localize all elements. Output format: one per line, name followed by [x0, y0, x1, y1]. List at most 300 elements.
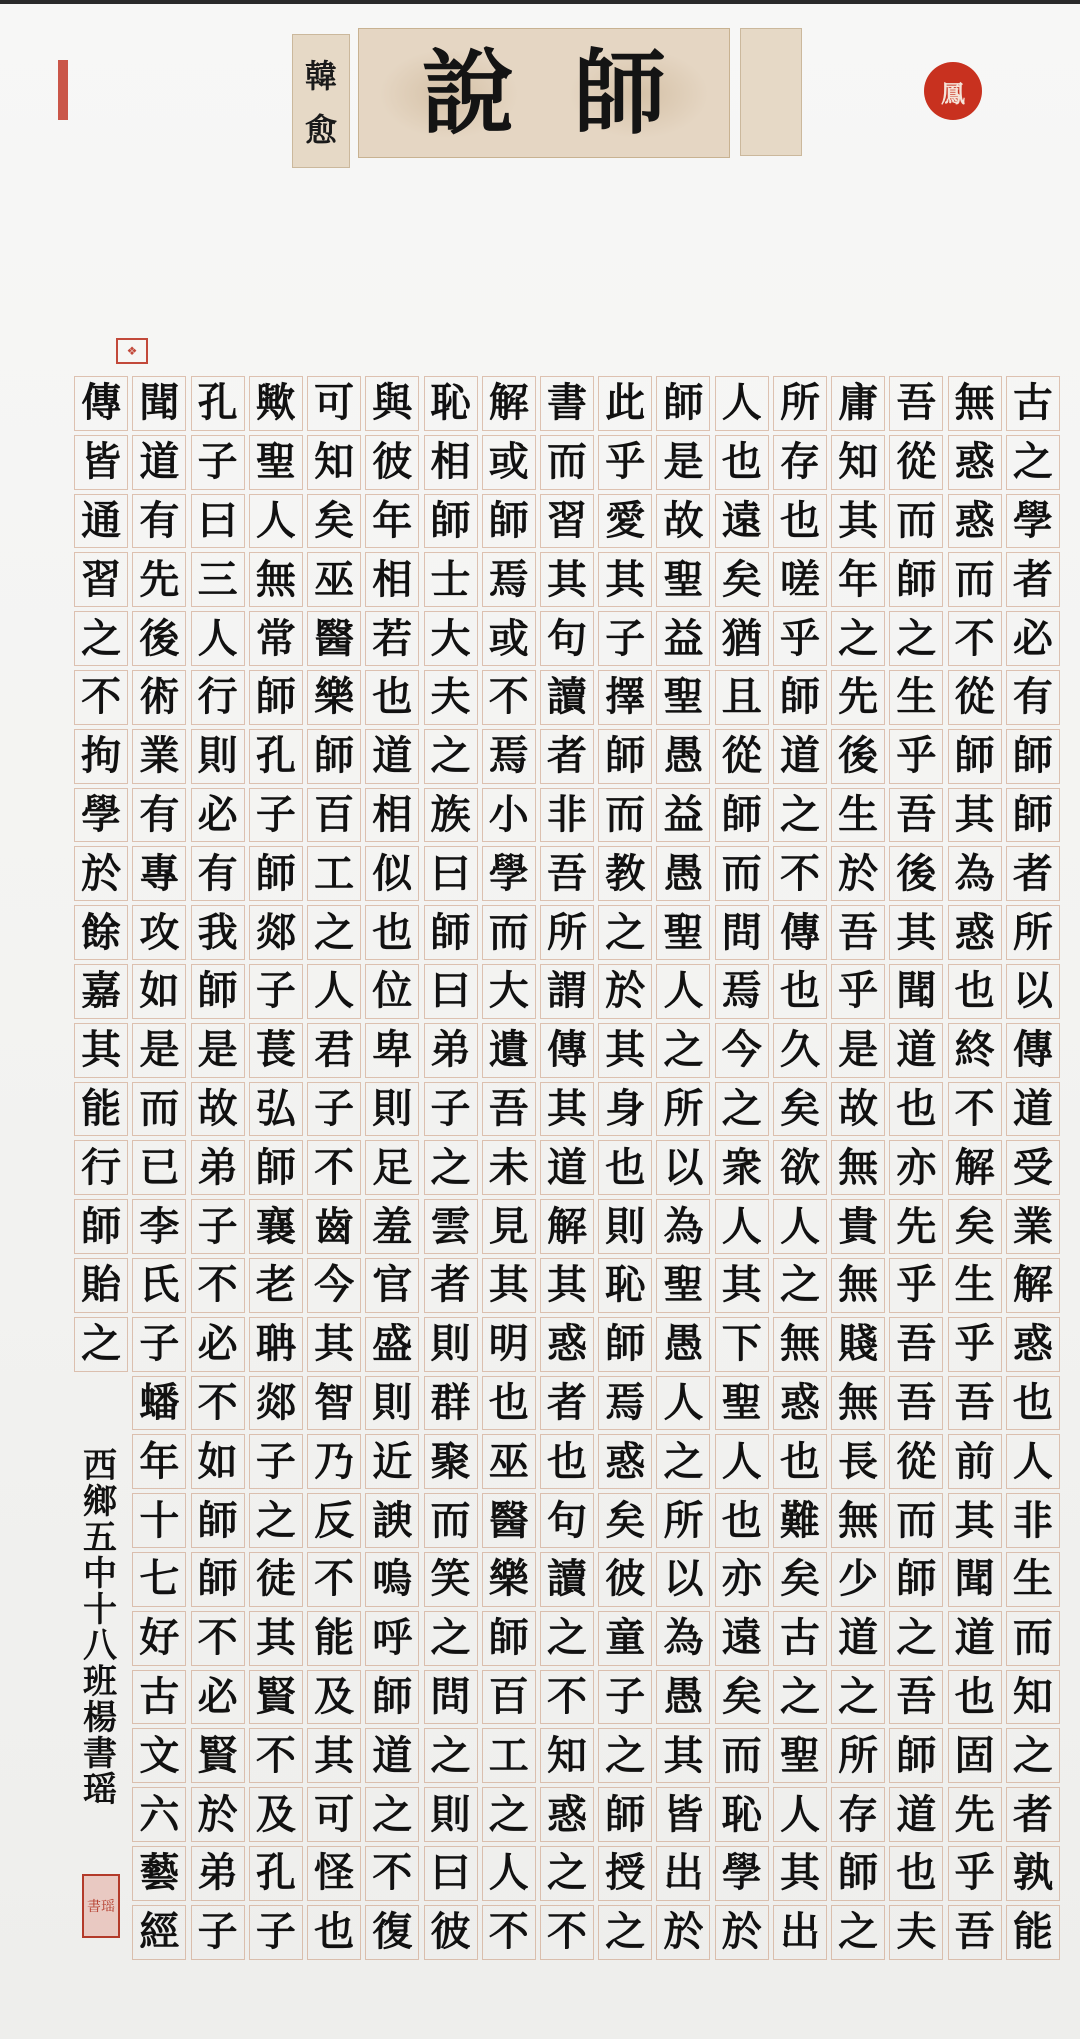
character-cell: 醫	[307, 611, 361, 666]
character-cell: 讀	[540, 1552, 594, 1607]
character-cell	[831, 1964, 885, 2019]
character-cell	[889, 1964, 943, 2019]
character-cell: 也	[715, 1493, 769, 1548]
character-cell: 道	[889, 1787, 943, 1842]
character-cell: 則	[598, 1199, 652, 1254]
character-cell: 焉	[715, 964, 769, 1019]
character-cell: 知	[307, 435, 361, 490]
title-char-1: 說	[421, 39, 514, 147]
character-cell: 也	[598, 1140, 652, 1195]
author-char-1: 韓	[304, 57, 337, 95]
character-cell: 者	[540, 1376, 594, 1431]
character-cell: 終	[948, 1023, 1002, 1078]
character-cell: 也	[307, 1905, 361, 1960]
character-cell: 吾	[948, 1376, 1002, 1431]
character-cell: 人	[715, 1434, 769, 1489]
round-seal-text: 鳳	[941, 78, 965, 108]
character-cell: 於	[74, 846, 128, 901]
character-cell: 學	[74, 788, 128, 843]
character-cell: 道	[831, 1611, 885, 1666]
character-cell: 師	[656, 376, 710, 431]
character-cell: 賤	[831, 1317, 885, 1372]
character-cell: 聃	[249, 1317, 303, 1372]
character-cell	[656, 1964, 710, 2019]
text-column-11	[421, 374, 479, 2024]
character-cell: 六	[132, 1787, 186, 1842]
character-cell: 氏	[132, 1258, 186, 1313]
character-cell: 能	[307, 1611, 361, 1666]
character-cell: 存	[831, 1787, 885, 1842]
text-column-15	[188, 374, 246, 2024]
character-cell: 今	[307, 1258, 361, 1313]
character-cell: 人	[482, 1846, 536, 1901]
character-cell: 不	[307, 1140, 361, 1195]
signature-char: 班	[83, 1662, 117, 1702]
character-cell: 卑	[365, 1023, 419, 1078]
character-cell: 也	[948, 964, 1002, 1019]
character-cell: 吾	[889, 376, 943, 431]
character-cell: 無	[831, 1376, 885, 1431]
character-cell: 從	[948, 670, 1002, 725]
character-cell: 出	[656, 1846, 710, 1901]
character-cell: 術	[132, 670, 186, 725]
character-cell: 益	[656, 611, 710, 666]
character-cell: 學	[482, 846, 536, 901]
character-cell: 故	[191, 1082, 245, 1137]
character-cell: 曰	[424, 1846, 478, 1901]
character-cell: 乎	[889, 1258, 943, 1313]
character-cell: 存	[773, 435, 827, 490]
character-cell: 遠	[715, 1611, 769, 1666]
character-cell: 童	[598, 1611, 652, 1666]
character-cell: 知	[540, 1728, 594, 1783]
character-cell: 諛	[365, 1493, 419, 1548]
signature-char: 鄉	[83, 1482, 117, 1522]
character-cell: 不	[540, 1905, 594, 1960]
character-cell: 則	[424, 1317, 478, 1372]
corner-seal-mark: ❖	[116, 338, 148, 364]
character-cell: 其	[307, 1317, 361, 1372]
calligraphy-grid	[72, 374, 1062, 2024]
character-cell: 其	[773, 1846, 827, 1901]
character-cell: 吾	[889, 1317, 943, 1372]
character-cell: 不	[365, 1846, 419, 1901]
leisure-seal-left	[58, 60, 68, 120]
text-column-2	[946, 374, 1004, 2024]
character-cell: 後	[831, 729, 885, 784]
character-cell: 而	[889, 1493, 943, 1548]
character-cell: 其	[540, 1258, 594, 1313]
character-cell: 所	[1006, 905, 1060, 960]
character-cell: 樂	[482, 1552, 536, 1607]
character-cell: 而	[948, 552, 1002, 607]
character-cell: 之	[424, 1140, 478, 1195]
character-cell	[74, 1964, 128, 2019]
character-cell	[948, 1964, 1002, 2019]
character-cell: 所	[773, 376, 827, 431]
character-cell: 無	[773, 1317, 827, 1372]
character-cell: 工	[307, 846, 361, 901]
signature-char: 楊	[83, 1698, 117, 1738]
character-cell: 受	[1006, 1140, 1060, 1195]
character-cell: 貽	[74, 1258, 128, 1313]
signature-char: 瑶	[83, 1770, 117, 1810]
character-cell: 謂	[540, 964, 594, 1019]
character-cell: 孰	[1006, 1846, 1060, 1901]
character-cell: 焉	[598, 1376, 652, 1431]
character-cell: 巫	[307, 552, 361, 607]
character-cell: 庸	[831, 376, 885, 431]
character-cell: 矣	[307, 494, 361, 549]
character-cell: 先	[831, 670, 885, 725]
text-column-8	[596, 374, 654, 2024]
character-cell: 聚	[424, 1434, 478, 1489]
character-cell: 矣	[773, 1082, 827, 1137]
character-cell: 經	[132, 1905, 186, 1960]
character-cell: 相	[365, 788, 419, 843]
character-cell: 道	[365, 1728, 419, 1783]
character-cell: 人	[1006, 1434, 1060, 1489]
character-cell: 其	[307, 1728, 361, 1783]
character-cell: 師	[191, 1552, 245, 1607]
character-cell: 之	[656, 1434, 710, 1489]
character-cell: 惑	[1006, 1317, 1060, 1372]
character-cell: 從	[889, 435, 943, 490]
character-cell: 則	[365, 1376, 419, 1431]
character-cell: 惑	[773, 1376, 827, 1431]
character-cell: 傳	[773, 905, 827, 960]
character-cell: 焉	[482, 552, 536, 607]
character-cell: 吾	[482, 1082, 536, 1137]
character-cell: 之	[831, 1905, 885, 1960]
character-cell: 後	[132, 611, 186, 666]
character-cell: 師	[948, 729, 1002, 784]
title-char-2: 師	[574, 39, 667, 147]
character-cell: 生	[889, 670, 943, 725]
character-cell: 之	[656, 1023, 710, 1078]
character-cell: 乎	[948, 1317, 1002, 1372]
character-cell: 其	[948, 788, 1002, 843]
character-cell: 之	[831, 611, 885, 666]
character-cell: 人	[656, 964, 710, 1019]
character-cell: 矣	[773, 1552, 827, 1607]
character-cell: 師	[191, 964, 245, 1019]
character-cell: 師	[773, 670, 827, 725]
character-cell: 也	[365, 670, 419, 725]
character-cell: 以	[656, 1552, 710, 1607]
character-cell: 萇	[249, 1023, 303, 1078]
character-cell: 吾	[889, 1376, 943, 1431]
character-cell: 皆	[74, 435, 128, 490]
character-cell: 道	[365, 729, 419, 784]
character-cell: 出	[773, 1905, 827, 1960]
character-cell: 之	[773, 1258, 827, 1313]
character-cell: 聖	[715, 1376, 769, 1431]
character-cell: 年	[831, 552, 885, 607]
character-cell: 聞	[132, 376, 186, 431]
character-cell: 之	[482, 1787, 536, 1842]
character-cell: 醫	[482, 1493, 536, 1548]
text-column-16	[130, 374, 188, 2024]
character-cell: 授	[598, 1846, 652, 1901]
character-cell: 其	[656, 1728, 710, 1783]
character-cell: 常	[249, 611, 303, 666]
character-cell: 也	[540, 1434, 594, 1489]
character-cell: 已	[132, 1140, 186, 1195]
character-cell: 人	[191, 611, 245, 666]
character-cell: 也	[365, 905, 419, 960]
character-cell: 不	[249, 1728, 303, 1783]
character-cell: 其	[249, 1611, 303, 1666]
character-cell: 李	[132, 1199, 186, 1254]
character-cell: 之	[1006, 435, 1060, 490]
name-seal	[82, 1874, 120, 1938]
character-cell: 此	[598, 376, 652, 431]
character-cell: 孔	[249, 1846, 303, 1901]
character-cell: 於	[831, 846, 885, 901]
character-cell: 反	[307, 1493, 361, 1548]
character-cell: 學	[1006, 494, 1060, 549]
character-cell: 也	[948, 1670, 1002, 1725]
character-cell: 後	[889, 846, 943, 901]
character-cell: 習	[540, 494, 594, 549]
character-cell: 也	[773, 494, 827, 549]
text-column-3	[887, 374, 945, 2024]
character-cell: 曰	[424, 964, 478, 1019]
character-cell: 齒	[307, 1199, 361, 1254]
character-cell: 故	[831, 1082, 885, 1137]
character-cell: 解	[482, 376, 536, 431]
character-cell: 師	[889, 552, 943, 607]
character-cell: 子	[191, 435, 245, 490]
character-cell: 則	[191, 729, 245, 784]
signature-char: 五	[83, 1518, 117, 1558]
character-cell: 其	[482, 1258, 536, 1313]
character-cell: 惑	[948, 435, 1002, 490]
character-cell: 吾	[889, 1670, 943, 1725]
character-cell: 通	[74, 494, 128, 549]
character-cell: 子	[249, 1905, 303, 1960]
character-cell: 孔	[249, 729, 303, 784]
character-cell: 愚	[656, 1670, 710, 1725]
character-cell: 於	[191, 1787, 245, 1842]
character-cell	[482, 1964, 536, 2019]
character-cell: 不	[74, 670, 128, 725]
character-cell: 知	[831, 435, 885, 490]
character-cell: 之	[74, 611, 128, 666]
character-cell: 師	[307, 729, 361, 784]
character-cell	[715, 1964, 769, 2019]
character-cell: 無	[831, 1493, 885, 1548]
author-label	[292, 34, 350, 168]
character-cell: 位	[365, 964, 419, 1019]
signature-char: 西	[83, 1446, 117, 1486]
character-cell: 之	[424, 1728, 478, 1783]
character-cell: 之	[1006, 1728, 1060, 1783]
character-cell: 相	[365, 552, 419, 607]
character-cell: 道	[773, 729, 827, 784]
character-cell: 師	[598, 1787, 652, 1842]
character-cell: 道	[540, 1140, 594, 1195]
character-cell: 知	[1006, 1670, 1060, 1725]
character-cell: 曰	[191, 494, 245, 549]
character-cell: 之	[598, 1905, 652, 1960]
character-cell	[132, 1964, 186, 2019]
character-cell: 羞	[365, 1199, 419, 1254]
character-cell: 之	[773, 1670, 827, 1725]
character-cell: 先	[948, 1787, 1002, 1842]
character-cell: 年	[365, 494, 419, 549]
character-cell: 也	[773, 1434, 827, 1489]
character-cell: 能	[74, 1082, 128, 1137]
character-cell: 句	[540, 1493, 594, 1548]
character-cell: 生	[948, 1258, 1002, 1313]
character-cell: 工	[482, 1728, 536, 1783]
character-cell: 未	[482, 1140, 536, 1195]
character-cell: 其	[715, 1258, 769, 1313]
character-cell: 夫	[424, 670, 478, 725]
character-cell: 如	[132, 964, 186, 1019]
character-cell: 吾	[540, 846, 594, 901]
character-cell	[540, 1964, 594, 2019]
character-cell: 小	[482, 788, 536, 843]
character-cell: 十	[132, 1493, 186, 1548]
character-cell: 而	[132, 1082, 186, 1137]
character-cell: 也	[715, 435, 769, 490]
character-cell: 子	[424, 1082, 478, 1137]
character-cell: 有	[132, 494, 186, 549]
signature-char: 十	[83, 1590, 117, 1630]
character-cell: 足	[365, 1140, 419, 1195]
character-cell: 則	[365, 1082, 419, 1137]
text-column-7	[654, 374, 712, 2024]
character-cell: 矣	[715, 552, 769, 607]
character-cell: 為	[948, 846, 1002, 901]
character-cell: 師	[598, 729, 652, 784]
character-cell: 生	[1006, 1552, 1060, 1607]
character-cell: 之	[74, 1317, 128, 1372]
character-cell: 見	[482, 1199, 536, 1254]
character-cell: 襄	[249, 1199, 303, 1254]
character-cell: 師	[249, 1140, 303, 1195]
character-cell: 師	[598, 1317, 652, 1372]
character-cell: 前	[948, 1434, 1002, 1489]
character-cell: 嘉	[74, 964, 128, 1019]
character-cell: 吾	[831, 905, 885, 960]
character-cell: 近	[365, 1434, 419, 1489]
character-cell: 於	[598, 964, 652, 1019]
character-cell: 久	[773, 1023, 827, 1078]
character-cell: 聖	[249, 435, 303, 490]
character-cell: 拘	[74, 729, 128, 784]
character-cell: 且	[715, 670, 769, 725]
character-cell	[1006, 1964, 1060, 2019]
character-cell: 蟠	[132, 1376, 186, 1431]
character-cell: 是	[191, 1023, 245, 1078]
character-cell: 非	[1006, 1493, 1060, 1548]
character-cell: 師	[482, 1611, 536, 1666]
character-cell: 樂	[307, 670, 361, 725]
character-cell	[249, 1964, 303, 2019]
character-cell: 不	[482, 670, 536, 725]
character-cell	[598, 1964, 652, 2019]
character-cell: 矣	[598, 1493, 652, 1548]
character-cell: 及	[307, 1670, 361, 1725]
text-column-12	[363, 374, 421, 2024]
character-cell: 無	[249, 552, 303, 607]
character-cell: 師	[715, 788, 769, 843]
character-cell: 書	[540, 376, 594, 431]
character-cell: 聖	[656, 1258, 710, 1313]
character-cell: 人	[656, 1376, 710, 1431]
character-cell: 明	[482, 1317, 536, 1372]
character-cell: 惑	[598, 1434, 652, 1489]
character-cell	[365, 1964, 419, 2019]
character-cell: 子	[191, 1199, 245, 1254]
character-cell: 無	[831, 1258, 885, 1313]
character-cell: 之	[249, 1493, 303, 1548]
character-cell: 或	[482, 611, 536, 666]
character-cell: 其	[831, 494, 885, 549]
character-cell: 焉	[482, 729, 536, 784]
character-cell: 為	[656, 1611, 710, 1666]
character-cell: 不	[191, 1258, 245, 1313]
character-cell	[191, 1964, 245, 2019]
signature-char: 中	[83, 1554, 117, 1594]
character-cell: 弘	[249, 1082, 303, 1137]
character-cell: 益	[656, 788, 710, 843]
character-cell: 師	[424, 494, 478, 549]
character-cell: 於	[656, 1905, 710, 1960]
character-cell: 子	[191, 1905, 245, 1960]
character-cell: 者	[1006, 1787, 1060, 1842]
character-cell: 也	[482, 1376, 536, 1431]
character-cell: 惑	[948, 905, 1002, 960]
character-cell: 有	[132, 788, 186, 843]
character-cell: 子	[307, 1082, 361, 1137]
character-cell: 而	[715, 1728, 769, 1783]
character-cell: 子	[598, 1670, 652, 1725]
character-cell: 其	[598, 1023, 652, 1078]
character-cell: 之	[598, 905, 652, 960]
character-cell: 我	[191, 905, 245, 960]
character-cell: 而	[1006, 1611, 1060, 1666]
character-cell: 族	[424, 788, 478, 843]
character-cell: 之	[889, 1611, 943, 1666]
character-cell: 之	[365, 1787, 419, 1842]
character-cell: 道	[948, 1611, 1002, 1666]
character-cell: 貴	[831, 1199, 885, 1254]
character-cell: 從	[715, 729, 769, 784]
character-cell: 文	[132, 1728, 186, 1783]
character-cell: 不	[948, 1082, 1002, 1137]
character-cell: 師	[482, 494, 536, 549]
character-cell: 古	[773, 1611, 827, 1666]
character-cell: 子	[249, 964, 303, 1019]
character-cell: 聖	[656, 670, 710, 725]
character-cell: 少	[831, 1552, 885, 1607]
character-cell: 巫	[482, 1434, 536, 1489]
character-cell: 傳	[74, 376, 128, 431]
title-side-panel	[740, 28, 802, 156]
character-cell: 不	[191, 1376, 245, 1431]
character-cell: 是	[831, 1023, 885, 1078]
character-cell: 賢	[191, 1728, 245, 1783]
character-cell: 七	[132, 1552, 186, 1607]
character-cell	[773, 1964, 827, 2019]
character-cell: 人	[715, 376, 769, 431]
character-cell: 年	[132, 1434, 186, 1489]
